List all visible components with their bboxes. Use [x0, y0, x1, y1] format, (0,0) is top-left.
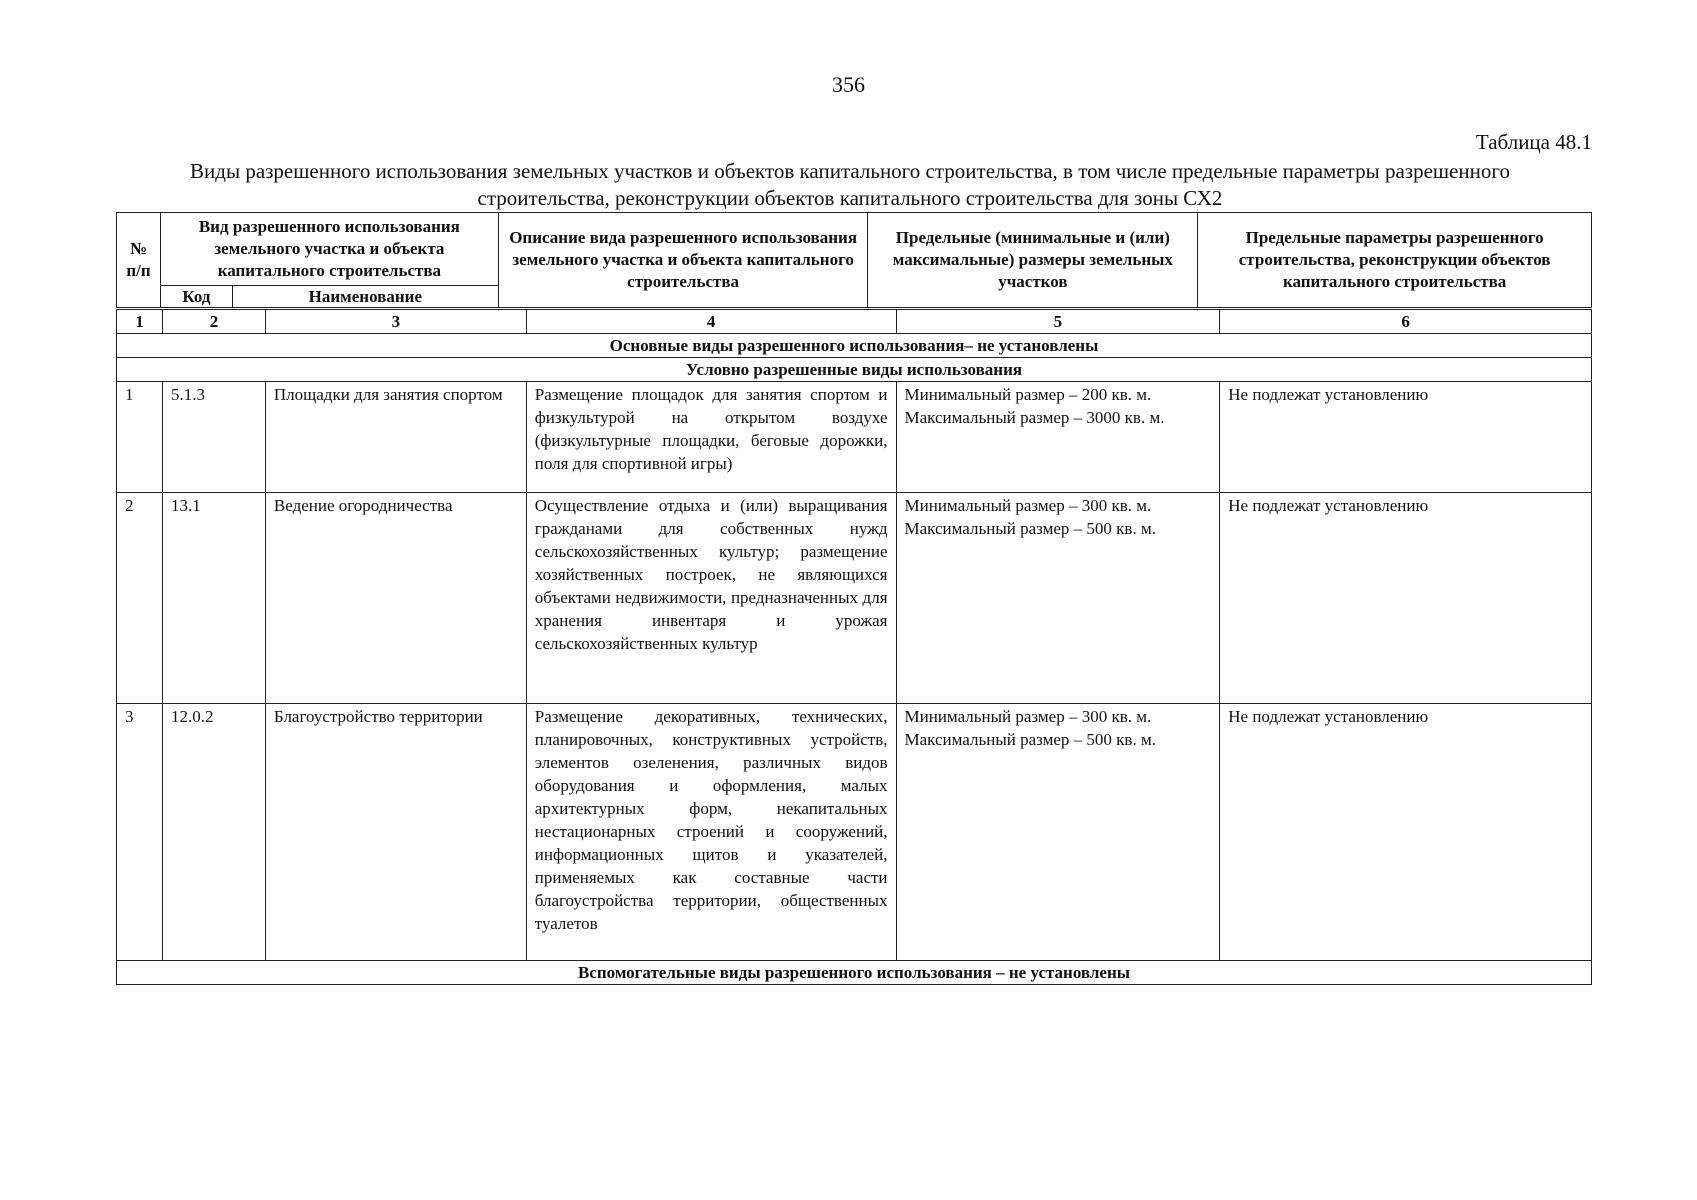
row-num: 2	[117, 493, 163, 704]
row-name: Площадки для занятия спортом	[265, 382, 526, 493]
table-label: Таблица 48.1	[1475, 130, 1592, 154]
section-auxiliary: Вспомогательные виды разрешенного использования – не установлены	[117, 961, 1592, 985]
column-number: 6	[1220, 310, 1592, 334]
header-col-num: № п/п	[117, 213, 161, 308]
column-number: 5	[896, 310, 1220, 334]
row-sizes: Минимальный размер – 300 кв. м. Максимальный размер – 500 кв. м.	[896, 704, 1220, 961]
section-main: Основные виды разрешенного использования– не установлены	[117, 334, 1592, 358]
row-code: 13.1	[162, 493, 265, 704]
section-conditional: Условно разрешенные виды использования	[117, 358, 1592, 382]
header-col-desc: Описание вида разрешенного использования земельного участка и объекта капитального строительства	[498, 213, 868, 308]
row-params: Не подлежат установлению	[1220, 704, 1592, 961]
row-name: Ведение огородничества	[265, 493, 526, 704]
row-description: Размещение декоративных, технических, планировочных, конструктивных устройств, элементов озеленения, различных видов оборудования и оформления, малых архитектурных форм, некапитальных нестационарных строений и сооружений, информационных щитов и указателей, применяемых как составные части благоустройства территории, общественных туалетов	[526, 704, 896, 961]
row-name: Благоустройство территории	[265, 704, 526, 961]
row-num: 3	[117, 704, 163, 961]
column-number: 3	[265, 310, 526, 334]
header-col-sizes: Предельные (минимальные и (или) максимальные) размеры земельных участков	[868, 213, 1198, 308]
table-title: Виды разрешенного использования земельных участков и объектов капитального строительства, в том числе предельные параметры разрешенного строительства, реконструкции объектов капитального строительства для зоны СХ2	[190, 159, 1510, 210]
header-col-vri: Вид разрешенного использования земельного участка и объекта капитального строительства	[160, 213, 498, 286]
row-sizes: Минимальный размер – 200 кв. м. Максимальный размер – 3000 кв. м.	[896, 382, 1220, 493]
column-number: 2	[162, 310, 265, 334]
column-number: 1	[117, 310, 163, 334]
row-description: Размещение площадок для занятия спортом и физкультурой на открытом воздухе (физкультурные площадки, беговые дорожки, поля для спортивной игры)	[526, 382, 896, 493]
row-params: Не подлежат установлению	[1220, 382, 1592, 493]
row-num: 1	[117, 382, 163, 493]
table-row	[117, 382, 1592, 493]
column-numbers-row	[117, 310, 1592, 334]
table-row	[117, 493, 1592, 704]
column-number: 4	[526, 310, 896, 334]
header-col-name: Наименование	[232, 286, 498, 308]
page-number: 356	[832, 72, 865, 97]
row-description: Осуществление отдыха и (или) выращивания гражданами для собственных нужд сельскохозяйственных культур; размещение хозяйственных построек, не являющихся объектами недвижимости, предназначенных для хранения инвентаря и урожая сельскохозяйственных культур	[526, 493, 896, 704]
row-sizes: Минимальный размер – 300 кв. м. Максимальный размер – 500 кв. м.	[896, 493, 1220, 704]
row-code: 5.1.3	[162, 382, 265, 493]
header-col-params: Предельные параметры разрешенного строительства, реконструкции объектов капитального строительства	[1198, 213, 1592, 308]
table-header	[116, 212, 1592, 308]
header-col-code: Код	[160, 286, 232, 308]
row-params: Не подлежат установлению	[1220, 493, 1592, 704]
table-body	[116, 309, 1592, 985]
row-code: 12.0.2	[162, 704, 265, 961]
table-row	[117, 704, 1592, 961]
